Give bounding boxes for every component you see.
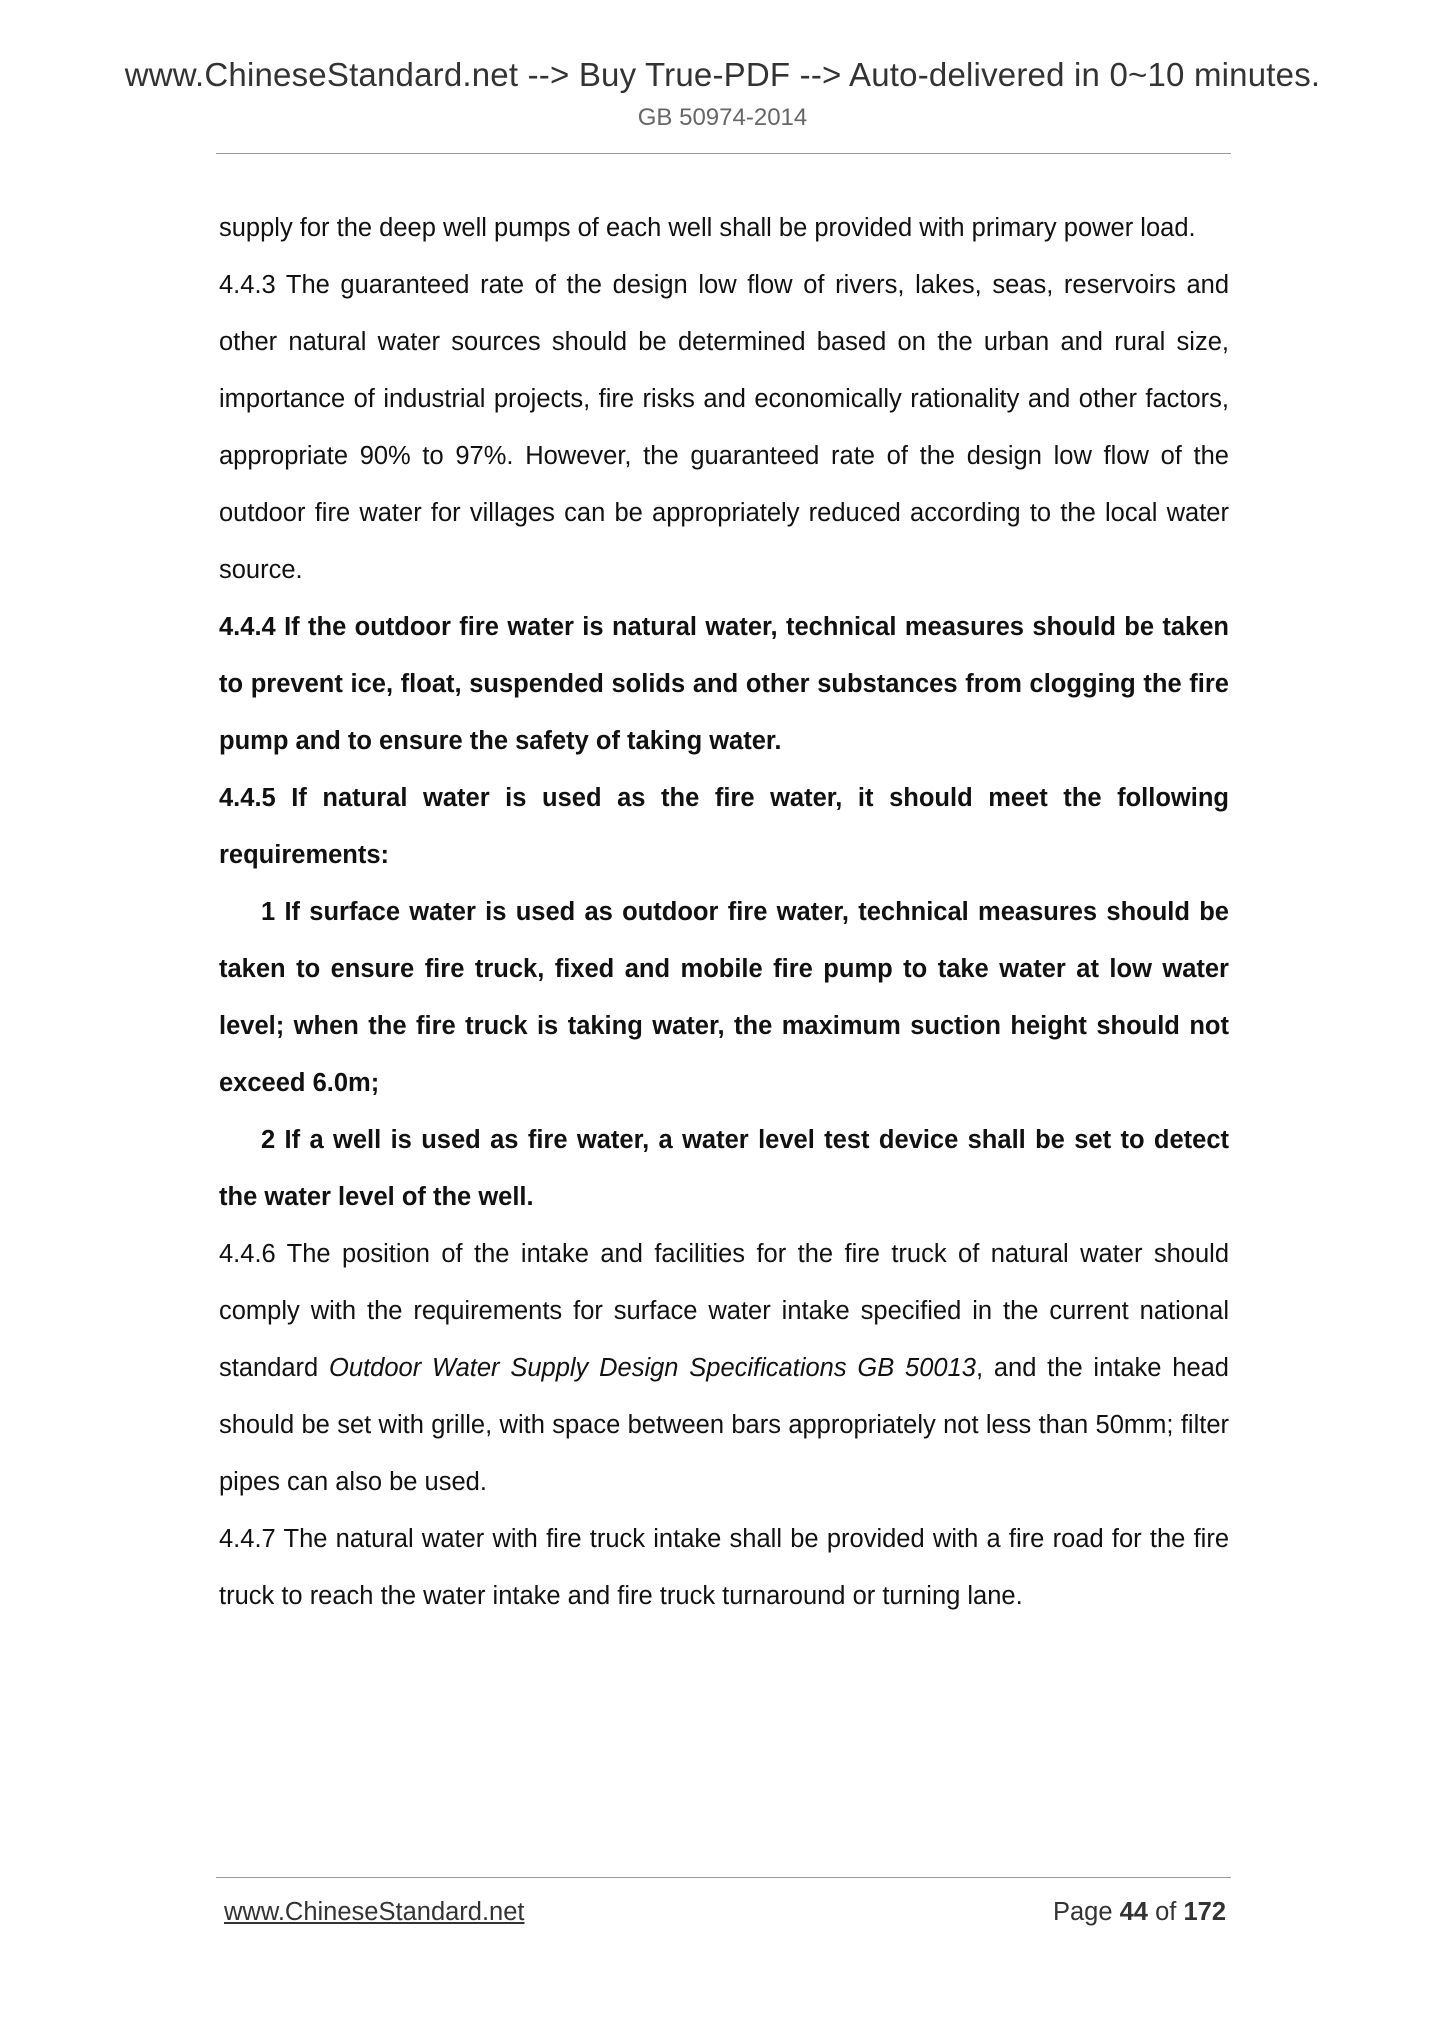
footer-site-link[interactable]: www.ChineseStandard.net <box>224 1898 525 1926</box>
clause-4-4-5: 4.4.5 If natural water is used as the fire water, it should meet the following requirements: <box>219 784 1229 869</box>
header-divider <box>216 153 1231 154</box>
clause-4-4-4: 4.4.4 If the outdoor fire water is natural water, technical measures should be taken to prevent ice, float, suspended solids and other substances from clogging the fire pump and to ensure the safety of taking water. <box>219 613 1229 755</box>
page-number <box>1053 1898 1226 1927</box>
page-of: of <box>1155 1898 1177 1926</box>
clause-4-4-3: 4.4.3 The guaranteed rate of the design low flow of rivers, lakes, seas, reservoirs and other natural water sources should be determined based on the urban and rural size, importance of industrial projects, fire risks and economically rationality and other factors, appropriate 90% to 97%. However, the guaranteed rate of the design low flow of the outdoor fire water for villages can be appropriately reduced according to the local water source. <box>219 271 1229 584</box>
page-current: 44 <box>1119 1898 1148 1926</box>
footer-divider <box>216 1877 1231 1878</box>
clause-4-4-6-text-a: 4.4.6 The position of the intake and facilities for the fire truck of natural water should comply with the requirements for surface water intake specified in the current national standard <box>219 1240 1229 1382</box>
page-body <box>219 200 1229 1625</box>
clause-4-4-5-item-1: 1 If surface water is used as outdoor fire water, technical measures should be taken to ensure fire truck, fixed and mobile fire pump to take water at low water level; when the fire truck is taking water, the maximum suction height should not exceed 6.0m; <box>219 898 1229 1097</box>
page-total: 172 <box>1183 1898 1226 1926</box>
clause-4-4-6 <box>219 1226 1229 1511</box>
paragraph-continuation: supply for the deep well pumps of each well shall be provided with primary power load. <box>219 214 1196 242</box>
standard-reference: Outdoor Water Supply Design Specifications GB 50013 <box>329 1354 976 1382</box>
page-label: Page <box>1052 1898 1113 1926</box>
clause-4-4-6-text-b: , and the intake head should be set with grille, with space between bars appropriately not less than 50mm; filter pipes can also be used. <box>219 1354 1229 1496</box>
site-banner[interactable]: www.ChineseStandard.net --> Buy True-PDF --> Auto-delivered in 0~10 minutes. <box>124 56 1321 93</box>
clause-4-4-5-item-2: 2 If a well is used as fire water, a water level test device shall be set to detect the water level of the well. <box>219 1126 1229 1211</box>
clause-4-4-7: 4.4.7 The natural water with fire truck intake shall be provided with a fire road for the fire truck to reach the water intake and fire truck turnaround or turning lane. <box>219 1525 1229 1610</box>
document-id: GB 50974-2014 <box>637 104 808 131</box>
